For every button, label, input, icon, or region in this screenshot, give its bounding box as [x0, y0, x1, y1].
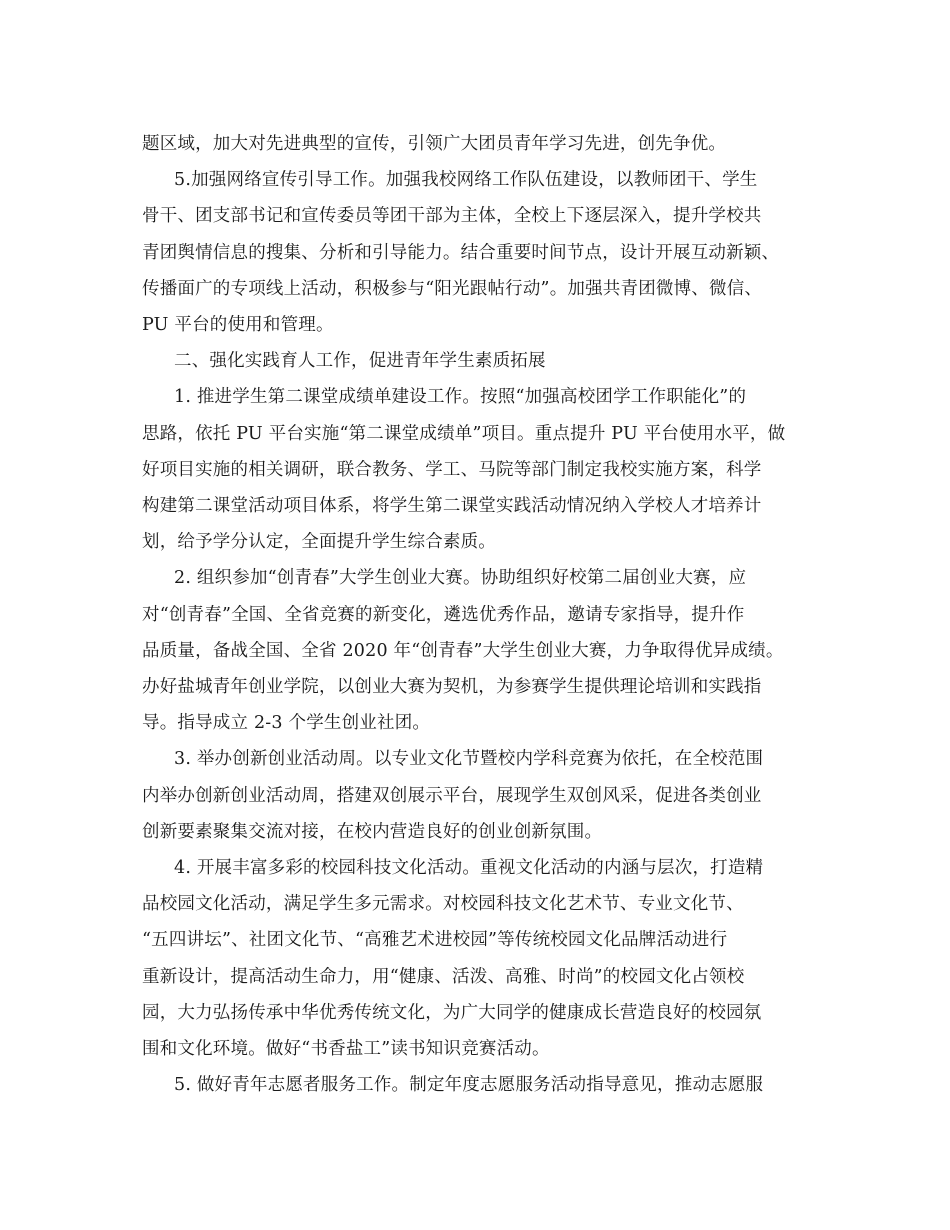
- text-line: 内举办创新创业活动周，搭建双创展示平台，展现学生双创风采，促进各类创业: [142, 785, 762, 806]
- text-line: 1. 推进学生第二课堂成绩单建设工作。按照“加强高校团学工作职能化”的: [174, 387, 747, 408]
- text-line: 二、强化实践育人工作，促进青年学生素质拓展: [174, 351, 546, 372]
- text-line: 办好盐城青年创业学院，以创业大赛为契机，为参赛学生提供理论培训和实践指: [142, 677, 762, 697]
- text-line: 传播面广的专项线上活动，积极参与“阳光跟帖行动”。加强共青团微博、微信、: [142, 278, 763, 299]
- text-line: 对“创青春”全国、全省竞赛的新变化，遴选优秀作品，邀请专家指导，提升作: [142, 604, 745, 625]
- text-line: 青团舆情信息的搜集、分析和引导能力。结合重要时间节点，设计开展互动新颖、: [142, 242, 780, 263]
- text-line: 重新设计，提高活动生命力，用“健康、活泼、高雅、时尚”的校园文化占领校: [142, 966, 745, 987]
- text-line: 品校园文化活动，满足学生多元需求。对校园科技文化艺术节、专业文化节、: [142, 894, 744, 915]
- text-line: 思路，依托 PU 平台实施“第二课堂成绩单”项目。重点提升 PU 平台使用水平，做: [142, 423, 786, 444]
- text-line: 导。指导成立 2-3 个学生创业社团。: [142, 713, 431, 734]
- text-line: 品质量，备战全国、全省 2020 年“创青春”大学生创业大赛，力争取得优异成绩。: [142, 640, 784, 661]
- text-line: 5. 做好青年志愿者服务工作。制定年度志愿服务活动指导意见，推动志愿服: [174, 1075, 764, 1096]
- text-line: 好项目实施的相关调研，联合教务、学工、马院等部门制定我校实施方案，科学: [142, 459, 762, 480]
- text-line: 5.加强网络宣传引导工作。加强我校网络工作队伍建设，以教师团干、学生: [174, 170, 758, 191]
- text-line: “五四讲坛”、社团文化节、“高雅艺术进校园”等传统校园文化品牌活动进行: [142, 930, 728, 951]
- text-line: 创新要素聚集交流对接，在校内营造良好的创业创新氛围。: [142, 821, 603, 842]
- text-line: 围和文化环境。做好“书香盐工”读书知识竞赛活动。: [142, 1039, 550, 1059]
- text-line: 2. 组织参加“创青春”大学生创业大赛。协助组织好校第二届创业大赛，应: [174, 568, 747, 589]
- text-line: 3. 举办创新创业活动周。以专业文化节暨校内学科竞赛为依托，在全校范围: [174, 749, 764, 770]
- text-line: 4. 开展丰富多彩的校园科技文化活动。重视文化活动的内涵与层次，打造精: [174, 858, 764, 878]
- text-line: PU 平台的使用和管理。: [142, 315, 334, 335]
- text-line: 划，给予学分认定，全面提升学生综合素质。: [142, 532, 496, 553]
- text-line: 构建第二课堂活动项目体系，将学生第二课堂实践活动情况纳入学校人才培养计: [142, 496, 762, 516]
- text-line: 骨干、团支部书记和宣传委员等团干部为主体，全校上下逐层深入，提升学校共: [142, 206, 762, 227]
- text-line: 园，大力弘扬传承中华优秀传统文化，为广大同学的健康成长营造良好的校园氛: [142, 1002, 762, 1023]
- text-line: 题区域，加大对先进典型的宣传，引领广大团员青年学习先进，创先争优。: [142, 134, 727, 154]
